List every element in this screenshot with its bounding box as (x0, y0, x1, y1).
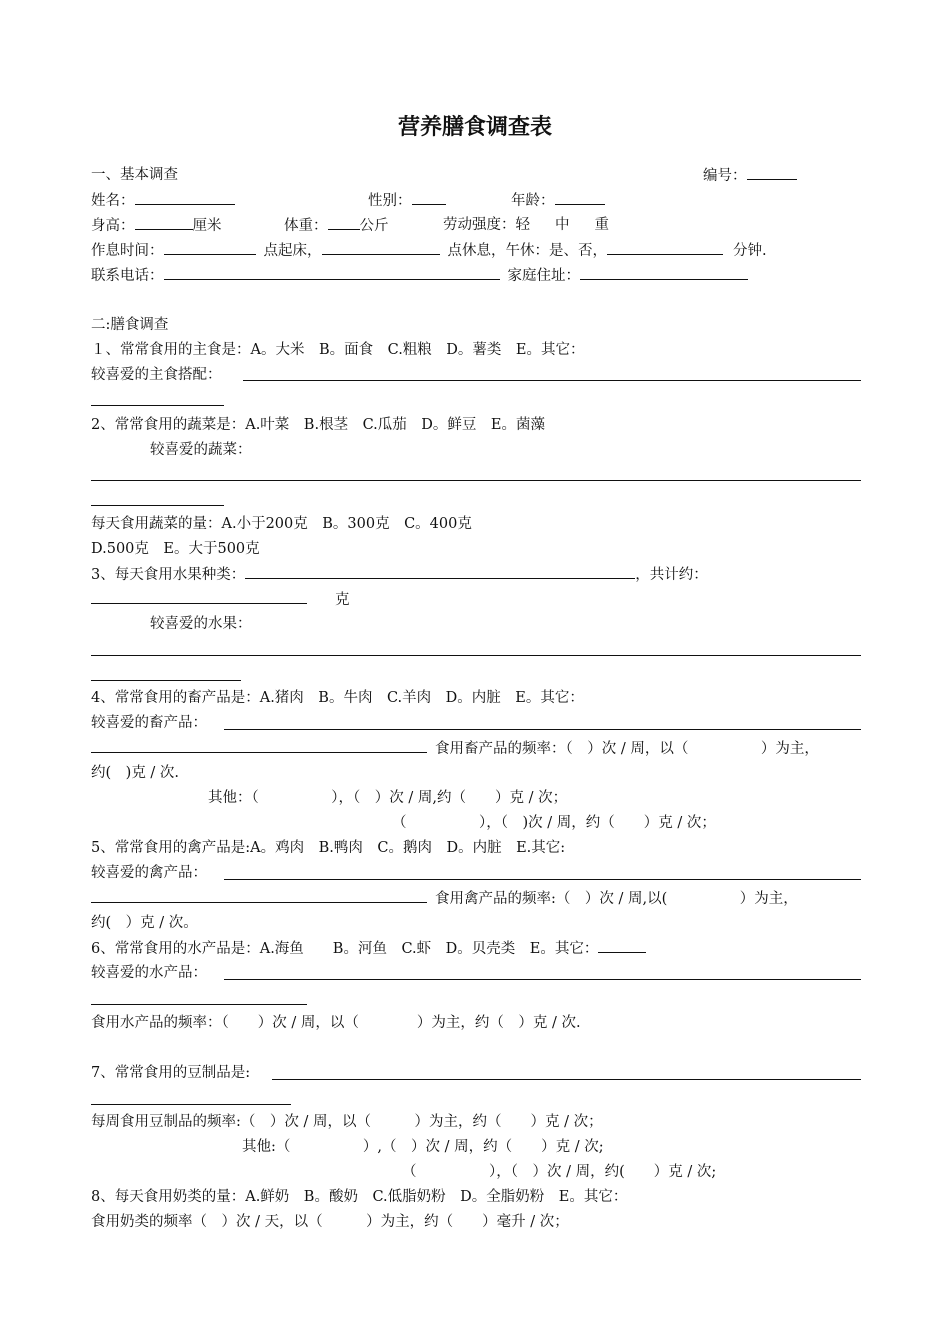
rest-blank[interactable] (322, 240, 440, 255)
q7-other1-text: 其他:（ ）,（ ）次 / 周，约（ ）克 / 次; (242, 1139, 604, 1155)
contact-field (91, 265, 748, 286)
labor-mid-option[interactable]: 中 (555, 217, 570, 233)
q7-line-2[interactable] (91, 1104, 291, 1105)
q4-text: 4、常常食用的畜产品是：A.猪肉 B。牛肉 C.羊肉 D。内脏 E。其它： (91, 690, 584, 706)
q4-amount-text: 约( )克 / 次. (91, 765, 180, 781)
age-field (511, 190, 605, 211)
section2-header: 二:膳食调查 (91, 317, 169, 333)
q5-freq-text: 食用禽产品的频率:（ ）次 / 周,以( ）为主， (435, 891, 798, 907)
q5-fav-label: 较喜爱的禽产品： (91, 865, 207, 881)
height-unit: 厘米 (192, 218, 222, 234)
q7-freq-text: 每周食用豆制品的频率:（ ）次 / 周，以（ ）为主，约（ ）克 / 次； (91, 1114, 603, 1130)
age-label: 年龄： (511, 193, 555, 209)
q7-other2-text: （ ），（ ）次 / 周，约( ）克 / 次; (402, 1164, 717, 1180)
rest-text: 点休息，午休：是、否， (447, 243, 607, 259)
name-blank[interactable] (135, 190, 235, 205)
q2-amount-text: 每天食用蔬菜的量：A.小于200克 B。300克 C。400克 (91, 516, 472, 532)
q6-field (91, 938, 646, 959)
q2-fav-label: 较喜爱的蔬菜： (150, 442, 252, 458)
q3-total-label: ，共计约： (635, 567, 708, 583)
page-title: 营养膳食调查表 (397, 115, 552, 140)
q3-types-blank[interactable] (245, 564, 635, 579)
schedule-label: 作息时间： (91, 243, 164, 259)
q3-amount-field (91, 589, 350, 610)
labor-light-option[interactable]: 轻 (515, 217, 530, 233)
q2-text: 2、常常食用的蔬菜是：A.叶菜 B.根茎 C.瓜茄 D。鲜豆 E。菌藻 (91, 417, 545, 433)
height-label: 身高： (91, 218, 135, 234)
wake-blank[interactable] (164, 240, 256, 255)
q3-field (91, 564, 708, 585)
labor-field (443, 215, 609, 235)
weight-blank[interactable] (328, 215, 360, 230)
q3-fav-label: 较喜爱的水果： (150, 616, 252, 632)
q6-fav-line-2[interactable] (91, 1004, 307, 1005)
q7-line[interactable] (272, 1079, 861, 1080)
name-field (91, 190, 235, 211)
weight-field (284, 215, 389, 236)
section1-header: 一、基本调查 (91, 167, 178, 183)
q8-freq-text: 食用奶类的频率（ ）次 / 天，以（ ）为主，约（ ）毫升 / 次； (91, 1214, 569, 1230)
gender-field (368, 190, 446, 211)
q5-fav-line[interactable] (224, 879, 861, 880)
q5-text: 5、常常食用的禽产品是:A。鸡肉 B.鸭肉 C。鹅肉 D。内脏 E.其它: (91, 840, 566, 856)
q1-fav-line-2[interactable] (91, 405, 224, 406)
age-blank[interactable] (555, 190, 605, 205)
schedule-field (91, 240, 767, 261)
weight-unit: 公斤 (359, 218, 389, 234)
q1-fav-line[interactable] (243, 380, 861, 381)
phone-label: 联系电话： (91, 268, 164, 284)
q6-other-blank[interactable] (598, 938, 646, 953)
q1-fav-label: 较喜爱的主食搭配： (91, 367, 222, 383)
q4-fav-line-2[interactable] (91, 738, 427, 753)
address-label: 家庭住址： (507, 268, 580, 284)
q4-other1-text: 其他：（ ），（ ）次 / 周,约（ ）克 / 次； (208, 790, 568, 806)
q8-text: 8、每天食用奶类的量：A.鲜奶 B。酸奶 C.低脂奶粉 D。全脂奶粉 E。其它： (91, 1189, 628, 1205)
labor-heavy-option[interactable]: 重 (594, 217, 609, 233)
labor-label: 劳动强度： (443, 217, 516, 233)
q4-freq-field (91, 738, 819, 759)
wake-text: 点起床， (263, 243, 322, 259)
q6-fav-label: 较喜爱的水产品： (91, 965, 207, 981)
gender-label: 性别： (368, 193, 412, 209)
q4-other2-text: （ ），（ )次 / 周，约（ ）克 / 次； (392, 815, 716, 831)
height-field (91, 215, 222, 236)
q5-fav-line-2[interactable] (91, 888, 427, 903)
height-blank[interactable] (135, 215, 193, 230)
number-label: 编号： (703, 168, 747, 184)
minutes-text: 分钟. (733, 243, 767, 259)
q6-fav-line[interactable] (224, 979, 861, 980)
name-label: 姓名： (91, 193, 135, 209)
q3-fav-line-2[interactable] (91, 680, 241, 681)
minutes-blank[interactable] (607, 240, 723, 255)
weight-label: 体重： (284, 218, 328, 234)
number-blank[interactable] (747, 165, 797, 180)
q4-fav-line[interactable] (224, 729, 861, 730)
q6-freq-text: 食用水产品的频率：（ ）次 / 周，以（ ）为主，约（ ）克 / 次. (91, 1015, 581, 1031)
q1-text: １、常常食用的主食是：A。大米 B。面食 C.粗粮 D。薯类 E。其它： (91, 342, 585, 358)
q7-text: 7、常常食用的豆制品是: (91, 1065, 251, 1081)
q2-amount-text-2: D.500克 E。大于500克 (91, 541, 260, 557)
q3-text: 3、每天食用水果种类： (91, 567, 246, 583)
phone-blank[interactable] (164, 265, 500, 280)
address-blank[interactable] (580, 265, 748, 280)
q3-fav-line[interactable] (91, 655, 861, 656)
gender-blank[interactable] (412, 190, 446, 205)
q5-freq-field (91, 888, 798, 909)
q2-fav-line[interactable] (91, 480, 861, 481)
q5-amount-text: 约( ）克 / 次。 (91, 915, 198, 931)
q3-unit: 克 (335, 592, 350, 608)
number-field (703, 165, 797, 186)
q6-text: 6、常常食用的水产品是：A.海鱼 B。河鱼 C.虾 D。贝壳类 E。其它： (91, 941, 599, 957)
q2-fav-line-2[interactable] (91, 505, 224, 506)
q4-fav-label: 较喜爱的畜产品： (91, 715, 207, 731)
q3-amount-blank[interactable] (91, 589, 307, 604)
q4-freq-text: 食用畜产品的频率：（ ）次 / 周，以（ ）为主， (435, 741, 819, 757)
